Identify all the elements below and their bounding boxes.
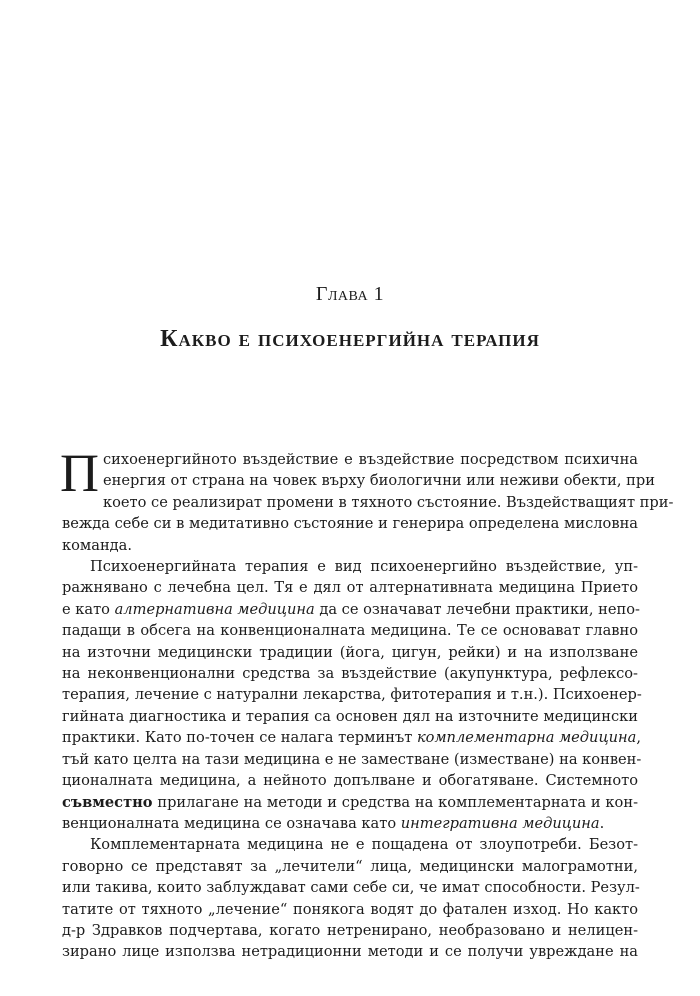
text-line: гийната диагностика и терапия са основен дял на източните медицински [62, 707, 638, 725]
text-line: терапия, лечение с натурални лекарства, фитотерапия и т.н.). Психоенер- [62, 686, 642, 704]
chapter-label: Глава 1 [315, 283, 385, 305]
text-line: или такива, които заблуждават сами себе си, че имат способности. Резул- [62, 879, 640, 897]
drop-cap: П [60, 443, 99, 503]
paragraph [60, 443, 674, 556]
text-line: енергия от страна на човек върху биологични или неживи обекти, при [103, 472, 655, 490]
text-line: падащи в обсега на конвенционалната медицина. Те се основават главно [62, 622, 638, 640]
text-line: татите от тяхното „лечение“ понякога водят до фатален изход. Но както [62, 900, 638, 918]
italic-term: интегративна медицина [400, 814, 600, 832]
text-line: е като алтернативна медицина да се означават лечебни практики, непо- [62, 600, 640, 618]
text-line: съвместно прилагане на методи и средства на комплементарната и кон- [62, 793, 638, 811]
paragraph [62, 834, 638, 962]
text-line: зирано лице използва нетрадиционни методи и се получи увреждане на [62, 943, 638, 961]
text-line: сихоенергийното въздействие е въздействие посредством психична [103, 451, 638, 468]
text-line: ражнявано с лечебна цел. Тя е дял от алтернативната медицина Прието [62, 579, 638, 597]
italic-term: алтернативна медицина [114, 600, 315, 618]
text-line: Психоенергийната терапия е вид психоенергийно въздействие, уп- [90, 558, 638, 576]
text-line: д-р Здравков подчертава, когато нетренирано, необразовано и нелицен- [62, 921, 638, 939]
text-line: на източни медицински традиции (йога, цигун, рейки) и на използване [62, 643, 638, 661]
italic-term: комплементарна медицина [416, 729, 637, 747]
text-line: вежда себе си в медитативно състояние и генерира определена мисловна [62, 515, 638, 533]
text-line: практики. Като по-точен се налага терминът комплементарна медицина, [62, 729, 641, 747]
text-line: тъй като целта на тази медицина е не заместване (изместване) на конвен- [62, 750, 642, 768]
text-line: което се реализират промени в тяхното състояние. Въздействащият при- [103, 493, 674, 511]
body-text [60, 443, 674, 963]
bold-term: съвместно [62, 793, 153, 811]
text-line: говорно се представят за „лечители“ лица, медицински малограмотни, [62, 857, 638, 875]
text-line: Комплементарната медицина не е пощадена от злоупотреби. Безот- [90, 836, 638, 854]
paragraph [62, 556, 642, 834]
text-line: венционалната медицина се означава като интегративна медицина. [62, 814, 605, 832]
text-line: ционалната медицина, а нейното допълване и обогатяване. Системното [62, 772, 638, 790]
text-line: команда. [62, 536, 133, 554]
text-line: на неконвенционални средства за въздействие (акупунктура, рефлексо- [62, 665, 638, 683]
chapter-title: Какво е психоенергийна терапия [160, 326, 540, 352]
